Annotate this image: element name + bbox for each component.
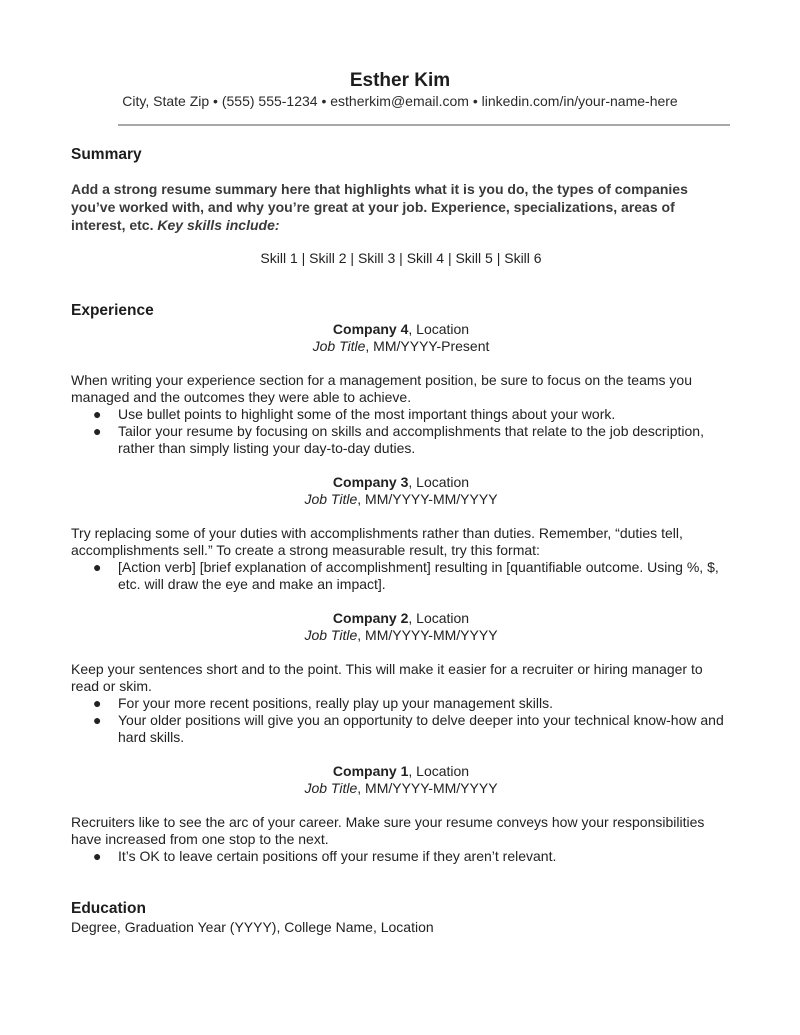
job-header <box>71 610 731 644</box>
candidate-name: Esther Kim <box>349 70 451 91</box>
job-entry-company-3 <box>71 474 731 593</box>
job-title: Job Title <box>304 627 358 643</box>
resume-content <box>71 146 731 936</box>
bullet-item <box>71 712 731 746</box>
job-entry-company-4 <box>71 321 731 457</box>
bullet-text: Tailor your resume by focusing on skills and accomplishments that relate to the job description, rather than simply listing your day-to-day duties. <box>118 423 704 456</box>
job-dates: , MM/YYYY-MM/YYYY <box>357 491 498 507</box>
bullet-dot: ● <box>93 712 102 728</box>
bullet-text: Use bullet points to highlight some of the most important things about your work. <box>118 406 616 422</box>
education-line: Degree, Graduation Year (YYYY), College Name, Location <box>71 919 434 935</box>
bullet-item <box>71 559 731 593</box>
bullet-dot: ● <box>93 695 102 711</box>
bullet-text: For your more recent positions, really play up your management skills. <box>118 695 553 711</box>
company-name: Company 1 <box>332 763 409 779</box>
bullet-item <box>71 406 731 423</box>
job-entry-company-1 <box>71 763 731 865</box>
company-name: Company 2 <box>332 610 409 626</box>
company-location: , Location <box>408 474 470 490</box>
job-entry-company-2 <box>71 610 731 746</box>
company-location: , Location <box>408 763 470 779</box>
job-description: When writing your experience section for a management position, be sure to focus on the teams you managed and the outcomes they were able to achieve. <box>71 372 693 405</box>
job-title: Job Title <box>304 491 358 507</box>
bullet-item <box>71 423 731 457</box>
bullet-dot: ● <box>93 848 102 864</box>
education-heading: Education <box>71 900 146 917</box>
header-divider <box>118 124 730 126</box>
job-title: Job Title <box>304 780 358 796</box>
experience-heading: Experience <box>71 302 154 319</box>
job-title: Job Title <box>312 338 366 354</box>
summary-body: Add a strong resume summary here that highlights what it is you do, the types of companies you’ve worked with, and why you’re great at your job. Experience, specializations, areas of interest, etc. <box>71 181 688 233</box>
job-description: Keep your sentences short and to the point. This will make it easier for a recruiter or hiring manager to read or skim. <box>71 661 703 694</box>
job-bullets <box>71 406 731 457</box>
summary-heading: Summary <box>71 146 142 163</box>
job-description: Try replacing some of your duties with accomplishments rather than duties. Remember, “duties tell, accomplishments sell.” To create a strong measurable result, try this format: <box>71 525 683 558</box>
job-description: Recruiters like to see the arc of your career. Make sure your resume conveys how your responsibilities have increased from one stop to the next. <box>71 814 705 847</box>
contact-line: City, State Zip • (555) 555-1234 • estherkim@email.com • linkedin.com/in/your-name-here <box>122 93 678 109</box>
job-dates: , MM/YYYY-MM/YYYY <box>357 627 498 643</box>
bullet-item <box>71 695 731 712</box>
job-bullets <box>71 848 731 865</box>
job-bullets <box>71 559 731 593</box>
skills-list: Skill 1 | Skill 2 | Skill 3 | Skill 4 | Skill 5 | Skill 6 <box>260 250 542 266</box>
company-location: , Location <box>408 610 470 626</box>
bullet-text: It’s OK to leave certain positions off your resume if they aren’t relevant. <box>118 848 557 864</box>
job-header <box>71 474 731 508</box>
key-skills-label: Key skills include: <box>157 217 280 233</box>
company-name: Company 3 <box>332 474 409 490</box>
job-dates: , MM/YYYY-Present <box>365 338 490 354</box>
bullet-item <box>71 848 731 865</box>
bullet-text: Your older positions will give you an opportunity to delve deeper into your technical know-how and hard skills. <box>118 712 724 745</box>
job-header <box>71 321 731 355</box>
job-bullets <box>71 695 731 746</box>
bullet-dot: ● <box>93 406 102 422</box>
job-header <box>71 763 731 797</box>
bullet-dot: ● <box>93 423 102 439</box>
bullet-dot: ● <box>93 559 102 575</box>
bullet-text: [Action verb] [brief explanation of accomplishment] resulting in [quantifiable outcome. Using %, $, etc. will draw the eye and make an impact]. <box>118 559 719 592</box>
company-location: , Location <box>408 321 470 337</box>
company-name: Company 4 <box>332 321 409 337</box>
job-dates: , MM/YYYY-MM/YYYY <box>357 780 498 796</box>
summary-text <box>71 180 731 234</box>
